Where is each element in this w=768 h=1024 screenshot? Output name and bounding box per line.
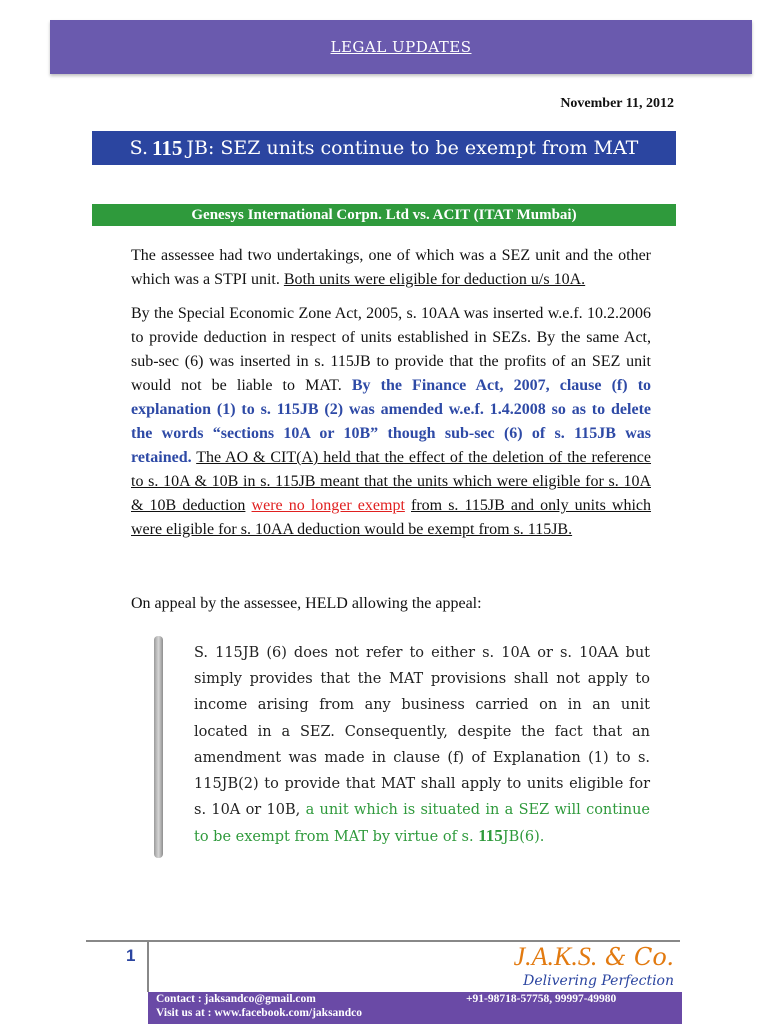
ao-holding-a: The AO & CIT(A) held that the effect of the deletion of the reference to s. 10A & 10B in s. 115JB meant that the units which were eligible for s. 10A & 10B deduction [131, 449, 652, 514]
quote-section-number: 115 [478, 826, 503, 846]
contact-email: Contact : jaksandco@gmail.com [156, 993, 316, 1005]
document-date: November 11, 2012 [560, 96, 674, 111]
header-title: LEGAL UPDATES [330, 38, 472, 56]
facts-text: The assessee had two undertakings, one of which was a SEZ unit and the other which was a STPI unit. [131, 247, 651, 288]
contact-phones: +91-98718-57758, 99997-49980 [466, 993, 617, 1005]
quote-text: S. 115JB (6) does not refer to either s. 10A or s. 10AA but simply provides that the MAT provisions shall not apply to income arising from any business carried on in an unit located in a SEZ. Consequently, despite the fact that an amendment was made in clause (f) of Explanation (1) to s. 115JB(2) to provide that MAT shall apply to units eligible for s. 10A or 10B, [194, 645, 650, 819]
brand-tagline: Delivering Perfection [523, 973, 674, 989]
brand-suffix: & Co. [604, 943, 674, 971]
quote-green-end: JB(6). [502, 829, 545, 846]
contact-website: Visit us at : www.facebook.com/jaksandco [156, 1007, 362, 1019]
footer-contact-band [148, 992, 682, 1024]
facts-underlined: Both units were eligible for deduction u/s 10A. [283, 271, 586, 288]
title-section-number: 115 [152, 135, 183, 160]
article-title [92, 131, 676, 165]
title-prefix: S. [129, 137, 149, 159]
title-rest: JB: SEZ units continue to be exempt from MAT [186, 137, 639, 159]
ao-holding-b: from s. 115JB and only units which were eligible for s. 10AA deduction would be exempt from s. 115JB. [131, 497, 652, 538]
quote-bar [154, 636, 163, 858]
no-longer-exempt-highlight: were no longer exempt [251, 497, 405, 514]
held-quote [194, 640, 650, 851]
facts-paragraph [131, 244, 651, 292]
finance-act-highlight: By the Finance Act, 2007, clause (f) to explanation (1) to s. 115JB (2) was amended w.e.f. 1.4.2008 so as to delete the words “sections 10A or 10B” though sub-sec (6) of s. 115JB was retained. [131, 377, 652, 466]
quote-green-text: a unit which is situated in a SEZ will continue to be exempt from MAT by virtue of s. [194, 802, 650, 846]
background-text: By the Special Economic Zone Act, 2005, s. 10AA was inserted w.e.f. 10.2.2006 to provide deduction in respect of units established in SEZs. By the same Act, sub-sec (6) was inserted in s. 115JB to provide that the profits of an SEZ unit would not be liable to MAT. [131, 305, 651, 394]
footer-vertical-rule [147, 940, 149, 992]
header-band [50, 20, 752, 74]
appeal-paragraph: On appeal by the assessee, HELD allowing the appeal: [131, 595, 482, 612]
page-number: 1 [126, 946, 136, 965]
brand-name: J.A.K.S. [513, 942, 598, 971]
brand-logo [514, 942, 674, 972]
case-name: Genesys International Corpn. Ltd vs. ACIT (ITAT Mumbai) [191, 206, 577, 223]
case-name-band [92, 204, 676, 226]
background-paragraph [131, 302, 651, 542]
